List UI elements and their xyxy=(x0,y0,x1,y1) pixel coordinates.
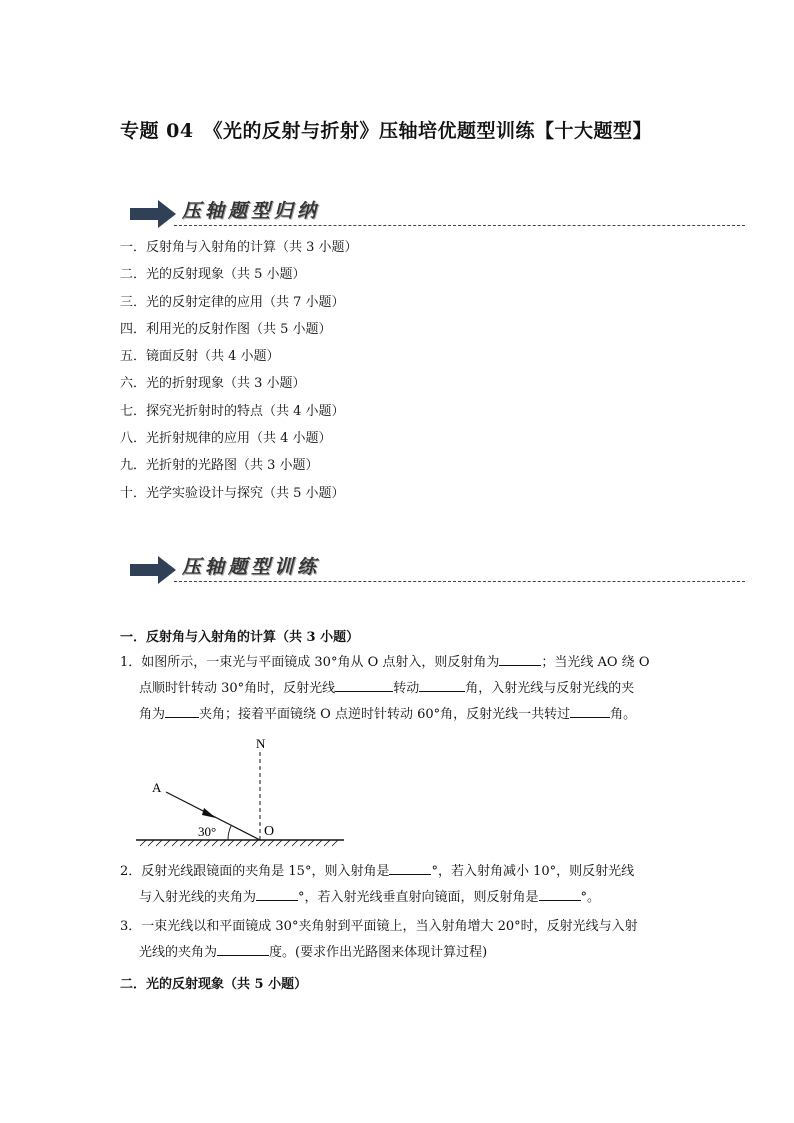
topic-item: 三．光的反射定律的应用（共 7 小题） xyxy=(120,294,345,310)
question-2 xyxy=(120,859,680,911)
q1-text: 角。 xyxy=(610,707,637,722)
q2-text: 与入射光线的夹角为 xyxy=(139,890,257,905)
banner-training-title: 压轴题型训练 xyxy=(182,556,321,578)
q1-text: 夹角；接着平面镜绕 O 点逆时针转动 60°角，反射光线一共转过 xyxy=(199,707,571,722)
topic-item: 四．利用光的反射作图（共 5 小题） xyxy=(120,321,332,337)
topic-item: 一．反射角与入射角的计算（共 3 小题） xyxy=(120,240,358,255)
mirror-hatching xyxy=(140,840,338,846)
label-o: O xyxy=(264,824,275,839)
q1-text: 点顺时针转动 30°角时，反射光线 xyxy=(139,681,336,696)
topic-list xyxy=(120,234,358,507)
label-a: A xyxy=(152,780,162,795)
topic-item: 九．光折射的光路图（共 3 小题） xyxy=(120,458,319,474)
answer-blank xyxy=(419,677,465,692)
topic-item: 二．光的反射现象（共 5 小题） xyxy=(120,267,306,283)
q2-text: 2．反射光线跟镜面的夹角是 15°，则入射角是 xyxy=(120,864,390,879)
q3-text: 3．一束光线以和平面镜成 30°夹角射到平面镜上，当入射角增大 20°时，反射光线与入射 xyxy=(120,919,638,934)
reflection-figure xyxy=(136,734,348,850)
topic-item: 六．光的折射现象（共 3 小题） xyxy=(120,376,306,392)
label-n: N xyxy=(256,736,266,751)
answer-blank xyxy=(539,886,581,901)
topic-item: 七．探究光折射时的特点（共 4 小题） xyxy=(120,403,345,419)
question-1 xyxy=(120,650,680,728)
label-angle: 30° xyxy=(198,824,217,839)
q1-text: 转动 xyxy=(393,681,420,696)
answer-blank xyxy=(217,941,269,956)
page-title: 专题 04 《光的反射与折射》压轴培优题型训练【十大题型】 xyxy=(120,120,653,142)
ray-arrow-icon xyxy=(202,808,216,818)
q3-text: 光线的夹角为 xyxy=(139,945,218,960)
q1-text: 角，入射光线与反射光线的夹 xyxy=(465,681,635,696)
answer-blank xyxy=(165,703,199,718)
answer-blank xyxy=(335,677,393,692)
answer-blank xyxy=(499,651,541,666)
angle-arc xyxy=(228,826,231,840)
section-banner-summary xyxy=(130,196,745,232)
answer-blank xyxy=(389,860,431,875)
topic-item: 八．光折射规律的应用（共 4 小题） xyxy=(120,431,332,447)
arrow-icon xyxy=(130,200,176,228)
section-heading-2: 二．光的反射现象（共 5 小题） xyxy=(120,977,308,992)
topic-item: 十．光学实验设计与探究（共 5 小题） xyxy=(120,485,345,501)
arrow-icon xyxy=(130,556,176,584)
q3-text: 度。(要求作出光路图来体现计算过程) xyxy=(269,945,488,960)
q1-text: 角为 xyxy=(139,707,166,722)
answer-blank xyxy=(570,703,610,718)
q1-text: 1．如图所示，一束光与平面镜成 30°角从 O 点射入，则反射角为 xyxy=(120,655,500,670)
dashed-divider xyxy=(174,225,745,226)
question-3 xyxy=(120,914,680,966)
section-heading-1: 一．反射角与入射角的计算（共 3 小题） xyxy=(120,630,360,645)
q2-text: °，若入射光线垂直射向镜面，则反射角是 xyxy=(298,890,539,905)
banner-summary-title: 压轴题型归纳 xyxy=(182,200,321,222)
q2-text: °，若入射角减小 10°，则反射光线 xyxy=(431,864,635,879)
q2-text: °。 xyxy=(580,890,601,905)
q1-text: ；当光线 AO 绕 O xyxy=(541,655,650,670)
topic-item: 五．镜面反射（共 4 小题） xyxy=(120,349,280,365)
answer-blank xyxy=(256,886,298,901)
dashed-divider xyxy=(174,581,745,582)
section-banner-training xyxy=(130,552,745,588)
